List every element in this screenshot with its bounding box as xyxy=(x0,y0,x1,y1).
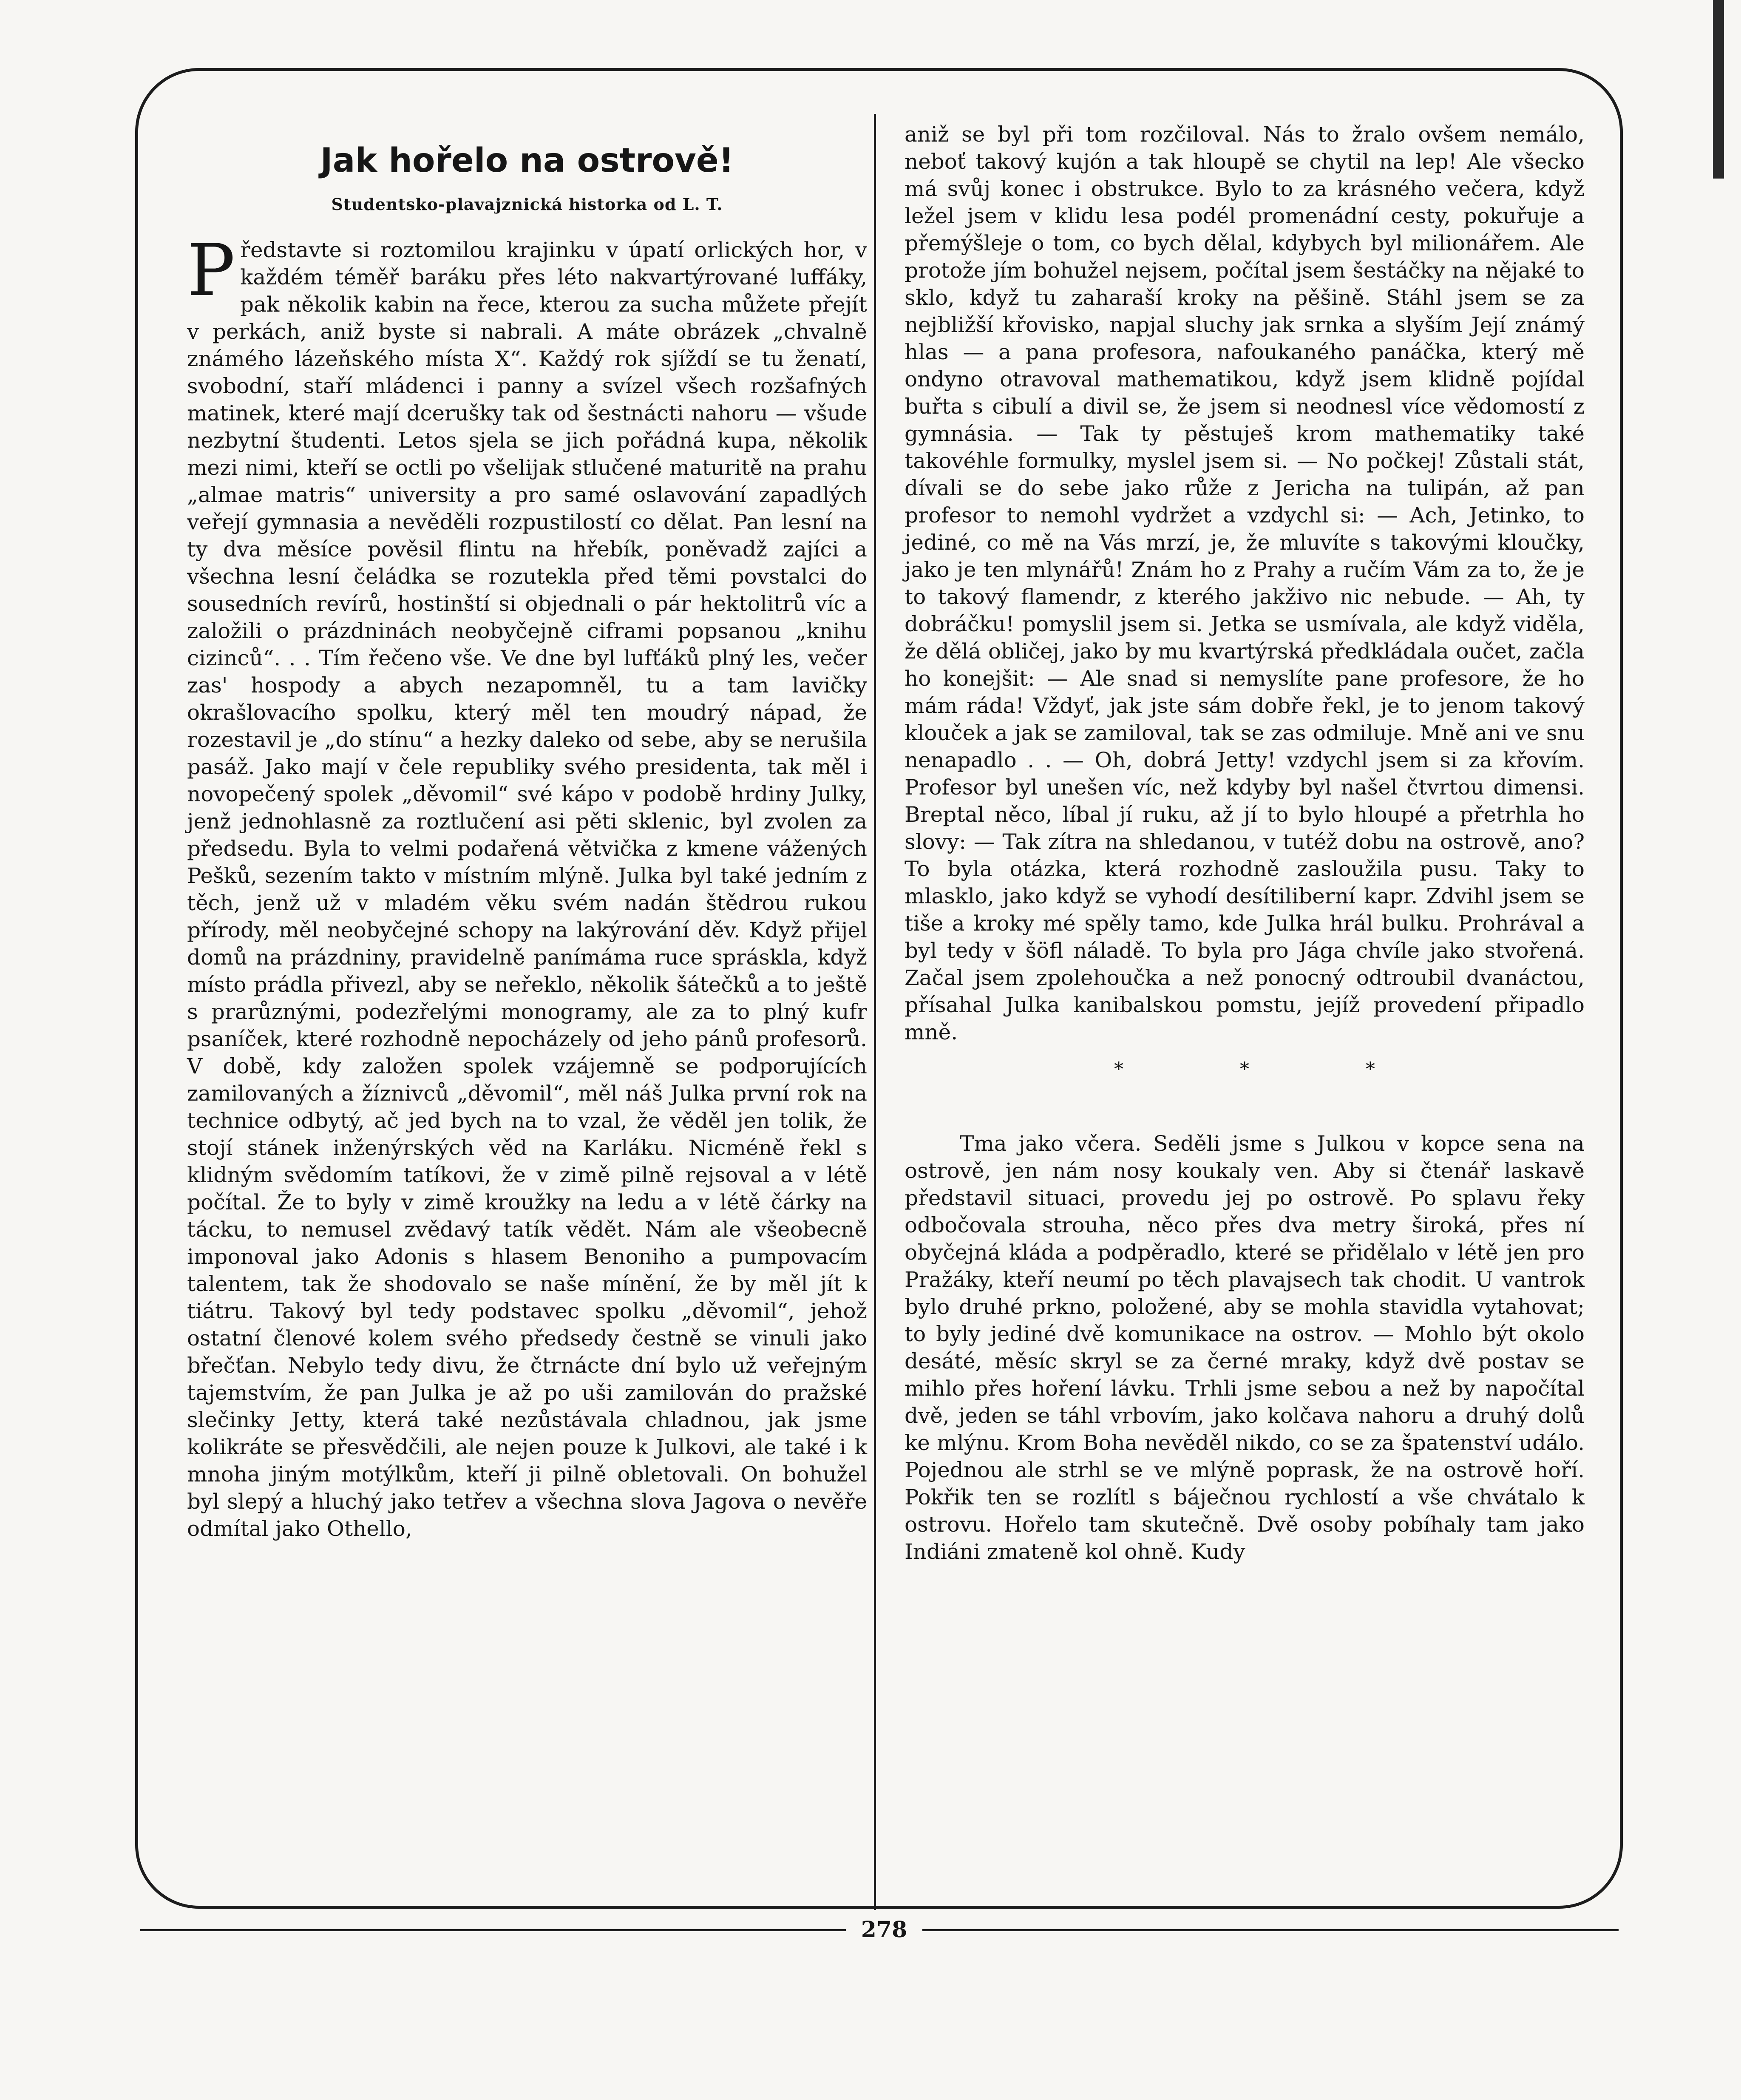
column-divider xyxy=(874,114,876,1910)
article-subtitle: Studentsko-plavajznická historka od L. T. xyxy=(331,195,723,214)
section-break: * * * xyxy=(1114,1059,1430,1080)
right-column xyxy=(905,121,1585,1565)
right-column-paragraph-top: aniž se byl při tom rozčiloval. Nás to žralo ovšem nemálo, neboť takový kujón a tak hloupě se chytil na lep! Ale všecko má svůj konec i obstrukce. Bylo to za krásného večera, když ležel jsem v klidu lesa podél promenádní cesty, pokuřuje a přemýšleje o tom, co bych dělal, kdybych byl milionářem. Ale protože jím bohužel nejsem, počítal jsem šestáčky na nějaké to sklo, když tu zaharaší kroky na pěšině. Stáhl jsem se za nejbližší křovisko, napjal sluchy jak srnka a slyším Její známý hlas — a pana profesora, nafoukaného panáčka, který mě ondyno otravoval mathematikou, když jsem klidně pojídal buřta s cibulí a divil se, že jsem si neodnesl více vědomostí z gymnásia. — Tak ty pěstuješ krom mathematiky také takovéhle formulky, myslel jsem si. — No počkej! Zůstali stát, dívali se do sebe jako růže z Jericha na tulipán, až pan profesor to nemohl vydržet a vzdychl si: — Ach, Jetinko, to jediné, co mě na Vás mrzí, je, že mluvíte s takovými kloučky, jako je ten mlynářů! Znám ho z Prahy a ručím Vám za to, že je to takový flamendr, z kterého jakživo nic nebude. — Ah, ty dobráčku! pomyslil jsem si. Jetka se usmívala, ale když viděla, že dělá obličej, jako by mu kvartýrská předkládala oučet, začla ho konejšit: — Ale snad si nemyslíte pane profesore, že ho mám ráda! Vždyť, jak jste sám dobře řekl, je to jenom takový klouček a jak se zamiloval, tak se zas odmiluje. Mně ani ve snu nenapadlo . . — Oh, dobrá Jetty! vzdychl jsem si za křovím. Profesor byl unešen víc, než kdyby byl našel čtvrtou dimensi. Breptal něco, líbal jí ruku, až jí to bylo hloupé a přetrhla ho slovy: — Tak zítra na shledanou, v tutéž dobu na ostrově, ano? To byla otázka, která rozhodně zasloužila pusu. Taky to mlasklo, jako když se vyhodí desítiliberní kapr. Zdvihl jsem se tiše a kroky mé spěly tamo, kde Julka hrál bulku. Prohrával a byl tedy v šöfl náladě. To byla pro Jága chvíle jako stvořená. Začal jsem zpolehoučka a než ponocný odtroubil dvanáctou, přísahal Julka kanibalskou pomstu, jejíž provedení připadlo mně. xyxy=(905,122,1585,1044)
page-footer xyxy=(140,1913,1619,1947)
scan-edge-mark xyxy=(1713,0,1724,179)
footer-rule-left xyxy=(140,1929,846,1931)
drop-cap: P xyxy=(187,229,235,312)
article-title: Jak hořelo na ostrově! xyxy=(320,142,734,180)
left-column-paragraph xyxy=(187,229,867,1542)
left-column-text: ředstavte si roztomilou krajinku v úpatí orlických hor, v každém téměř baráku přes léto nakvartýrované luffáky, pak několik kabin na řece, kterou za sucha můžete přejít v perkách, aniž byste si nabrali. A máte obrázek „chvalně známého lázeňského místa X“. Každý rok sjíždí se tu ženatí, svobodní, staří mládenci i panny a svízel všech rozšafných matinek, které mají dcerušky tak od šestnácti nahoru — všude nezbytní študenti. Letos sjela se jich pořádná kupa, několik mezi nimi, kteří se octli po všelijak stlučené maturitě na prahu „almae matris“ university a pro samé oslavování zapadlých veřejí gymnasia a nevěděli rozpustilostí co dělat. Pan lesní na ty dva měsíce pověsil flintu na hřebík, poněvadž zajíci a všechna lesní čeládka se rozutekla před těmi povstalci do sousedních revírů, hostinští si objednali o pár hektolitrů víc a založili o prázdninách neobyčejně ciframi popsanou „knihu cizinců“. . . Tím řečeno vše. Ve dne byl lufťáků plný les, večer zas' hospody a abych nezapomněl, tu a tam lavičky okrašlovacího spolku, který měl ten moudrý nápad, že rozestavil je „do stínu“ a hezky daleko od sebe, aby se nerušila pasáž. Jako mají v čele republiky svého presidenta, tak měl i novopečený spolek „děvomil“ své kápo v podobě hrdiny Julky, jenž jednohlasně za roztlučení asi pěti sklenic, byl zvolen za předsedu. Byla to velmi podařená větvička z kmene vážených Pešků, sezením takto v místním mlýně. Julka byl také jedním z těch, jenž už v mladém věku svém nadán štědrou rukou přírody, měl neobyčejné schopy na lakýrování děv. Když přijel domů na prázdniny, pravidelně panímáma ruce spráskla, když místo prádla přivezl, aby se neřeklo, několik šátečků a to ještě s prarůznými, podezřelými monogramy, ale za to plný kufr psaníček, které rozhodně nepocházely od jeho pánů profesorů. V době, kdy založen spolek vzájemně se podporujících zamilovaných a žíznivců „děvomil“, měl náš Julka první rok na technice odbytý, ač jed bych na to vzal, že věděl jen tolik, že stojí stánek inženýrských věd na Karláku. Nicméně řekl s klidným svědomím tatíkovi, že v zimě pilně rejsoval a v létě počítal. Že to byly v zimě kroužky na ledu a v létě čárky na tácku, to nemusel zvědavý tatík vědět. Nám ale všeobecně imponoval jako Adonis s hlasem Benoniho a pumpovacím talentem, tak že shodovalo se naše mínění, že by měl jít k tiátru. Takový byl tedy podstavec spolku „děvomil“, jehož ostatní členové kolem svého předsedy čestně se vinuli jako břečťan. Nebylo tedy divu, že čtrnácte dní bylo už veřejným tajemstvím, že pan Julka je až po uši zamilován do pražské slečinky Jetty, která také nezůstávala chladnou, jak jsme kolikráte se přesvědčili, ale nejen pouze k Julkovi, ale také i k mnoha jiným motýlkům, kteří ji pilně obletovali. On bohužel byl slepý a hluchý jako tetřev a všechna slova Jagova o nevěře odmítal jako Othello, xyxy=(187,238,867,1541)
footer-rule-right xyxy=(922,1929,1619,1931)
right-column-paragraph-bottom: Tma jako včera. Seděli jsme s Julkou v kopce sena na ostrově, jen nám nosy koukaly ven. Aby si čtenář laskavě představil situaci, provedu jej po ostrově. Po splavu řeky odbočovala strouha, něco přes dva metry široká, přes ní obyčejná kláda a podpěradlo, které se přidělalo v létě jen pro Pražáky, kteří neumí po těch plavajsech tak chodit. U vantrok bylo druhé prkno, položené, aby se mohla stavidla vytahovat; to byly jediné dvě komunikace na ostrov. — Mohlo být okolo desáté, měsíc skryl se za černé mraky, když dvě postav se mihlo přes hoření lávku. Trhli jsme sebou a než by napočítal dvě, jeden se táhl vrbovím, jako kolčava nahoru a druhý dolů ke mlýnu. Krom Boha nevěděl nikdo, co se za špatenství událo. Pojednou ale strhl se ve mlýně poprask, že na ostrově hoří. Pokřik ten se rozlítl s báječnou rychlostí a vše chvátalo k ostrovu. Hořelo tam skutečně. Dvě osoby pobíhaly tam jako Indiáni zmateně kol ohně. Kudy xyxy=(905,1131,1585,1564)
page-number: 278 xyxy=(861,1917,907,1943)
left-column xyxy=(187,140,867,1542)
